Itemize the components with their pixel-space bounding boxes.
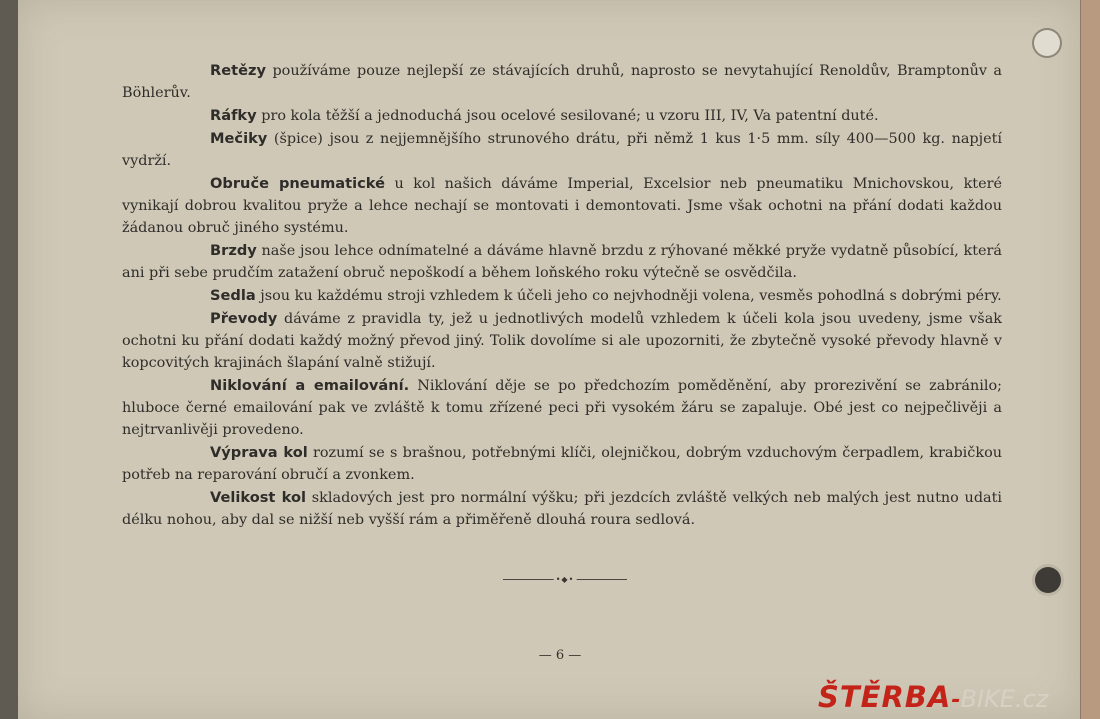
binding-hole-top xyxy=(1034,30,1060,56)
paragraph-text: Niklování děje se po předchozím poměděnění, aby prorezivění se zabránilo; hluboce černé emailování pak ve zvláště k tomu zřízené peci při vysokém žáru se zapaluje. Obé jest co nejpečlivěji a nejtrvanlivěji provedeno. xyxy=(122,378,1002,438)
paragraph-text: (špice) jsou z nejjemnějšího strunového drátu, při němž 1 kus 1·5 mm. síly 400—500 kg. napjetí vydrží. xyxy=(122,131,1002,169)
paragraph-rafky xyxy=(122,105,1002,127)
ornament-glyph: •◆• xyxy=(555,575,575,584)
paragraph-sedla xyxy=(122,285,1002,307)
body-text xyxy=(122,60,1002,532)
paragraph-vyprava xyxy=(122,442,1002,486)
keyword: Převody xyxy=(210,310,278,327)
keyword: Niklování a emailování. xyxy=(210,377,410,394)
watermark-dash: - xyxy=(951,688,961,713)
keyword: Retězy xyxy=(210,62,267,79)
keyword: Sedla xyxy=(210,287,256,304)
paragraph-text: rozumí se s brašnou, potřebnými klíči, olejničkou, dobrým vzduchovým čerpadlem, krabičkou potřeb na reparování obručí a zvonkem. xyxy=(122,445,1002,483)
paragraph-text: u kol našich dáváme Imperial, Excelsior neb pneumatiku Mnichovskou, které vynikají dobrou kvalitou pryže a lehce nechají se montovati i demontovati. Jsme však ochotni na přání dodati každou žádanou obruč jiného systému. xyxy=(122,176,1002,236)
paragraph-text: používáme pouze nejlepší ze stávajících druhů, naprosto se nevytahující Renoldův, Bramptonův a Böhlerův. xyxy=(122,63,1002,101)
paragraph-text: skladových jest pro normální výšku; při jezdcích zvláště velkých neb malých jest nutno udati délku nohou, aby dal se nižší neb vyšší rám a přiměřeně dlouhá roura sedlová. xyxy=(122,490,1002,528)
paragraph-obruce xyxy=(122,173,1002,239)
keyword: Brzdy xyxy=(210,242,257,259)
paragraph-text: dáváme z pravidla ty, jež u jednotlivých modelů vzhledem k účeli kola jsou uvedeny, jsme však ochotni ku přání dodati každý možný převod jiný. Tolik dovolíme si ale upozorniti, že zbytečně vysoké převody hlavně v kopcovitých krajinách šlapání valně stižují. xyxy=(122,311,1002,371)
watermark xyxy=(818,680,1048,714)
paragraph-text: jsou ku každému stroji vzhledem k účeli jeho co nejvhodněji volena, vesměs pohodlná s dobrými péry. xyxy=(255,288,1002,304)
watermark-suffix: BIKE.cz xyxy=(960,685,1049,713)
paragraph-meciky xyxy=(122,128,1002,172)
paragraph-velikost xyxy=(122,487,1002,531)
paragraph-text: naše jsou lehce odnímatelné a dáváme hlavně brzdu z rýhované měkké pryže vydatně působící, která ani při sebe prudčím zatažení obruč nepoškodí a během loňského roku výtečně se osvědčila. xyxy=(122,243,1002,281)
next-page-edge xyxy=(1080,0,1100,719)
page-number: — 6 — xyxy=(538,648,582,663)
divider-ornament xyxy=(503,575,627,584)
keyword: Výprava kol xyxy=(210,444,308,461)
keyword: Mečiky xyxy=(210,130,268,147)
binding-hole-bottom xyxy=(1035,567,1061,593)
keyword: Ráfky xyxy=(210,107,257,124)
paragraph-text: pro kola těžší a jednoduchá jsou ocelové sesilované; u vzoru III, IV, Va patentní duté. xyxy=(256,108,879,124)
keyword: Velikost kol xyxy=(210,489,307,506)
paragraph-retezy xyxy=(122,60,1002,104)
keyword: Obruče pneumatické xyxy=(210,175,385,192)
paragraph-brzdy xyxy=(122,240,1002,284)
paragraph-niklovani xyxy=(122,375,1002,441)
watermark-brand: ŠTĚRBA xyxy=(818,680,952,714)
paragraph-prevody xyxy=(122,308,1002,374)
